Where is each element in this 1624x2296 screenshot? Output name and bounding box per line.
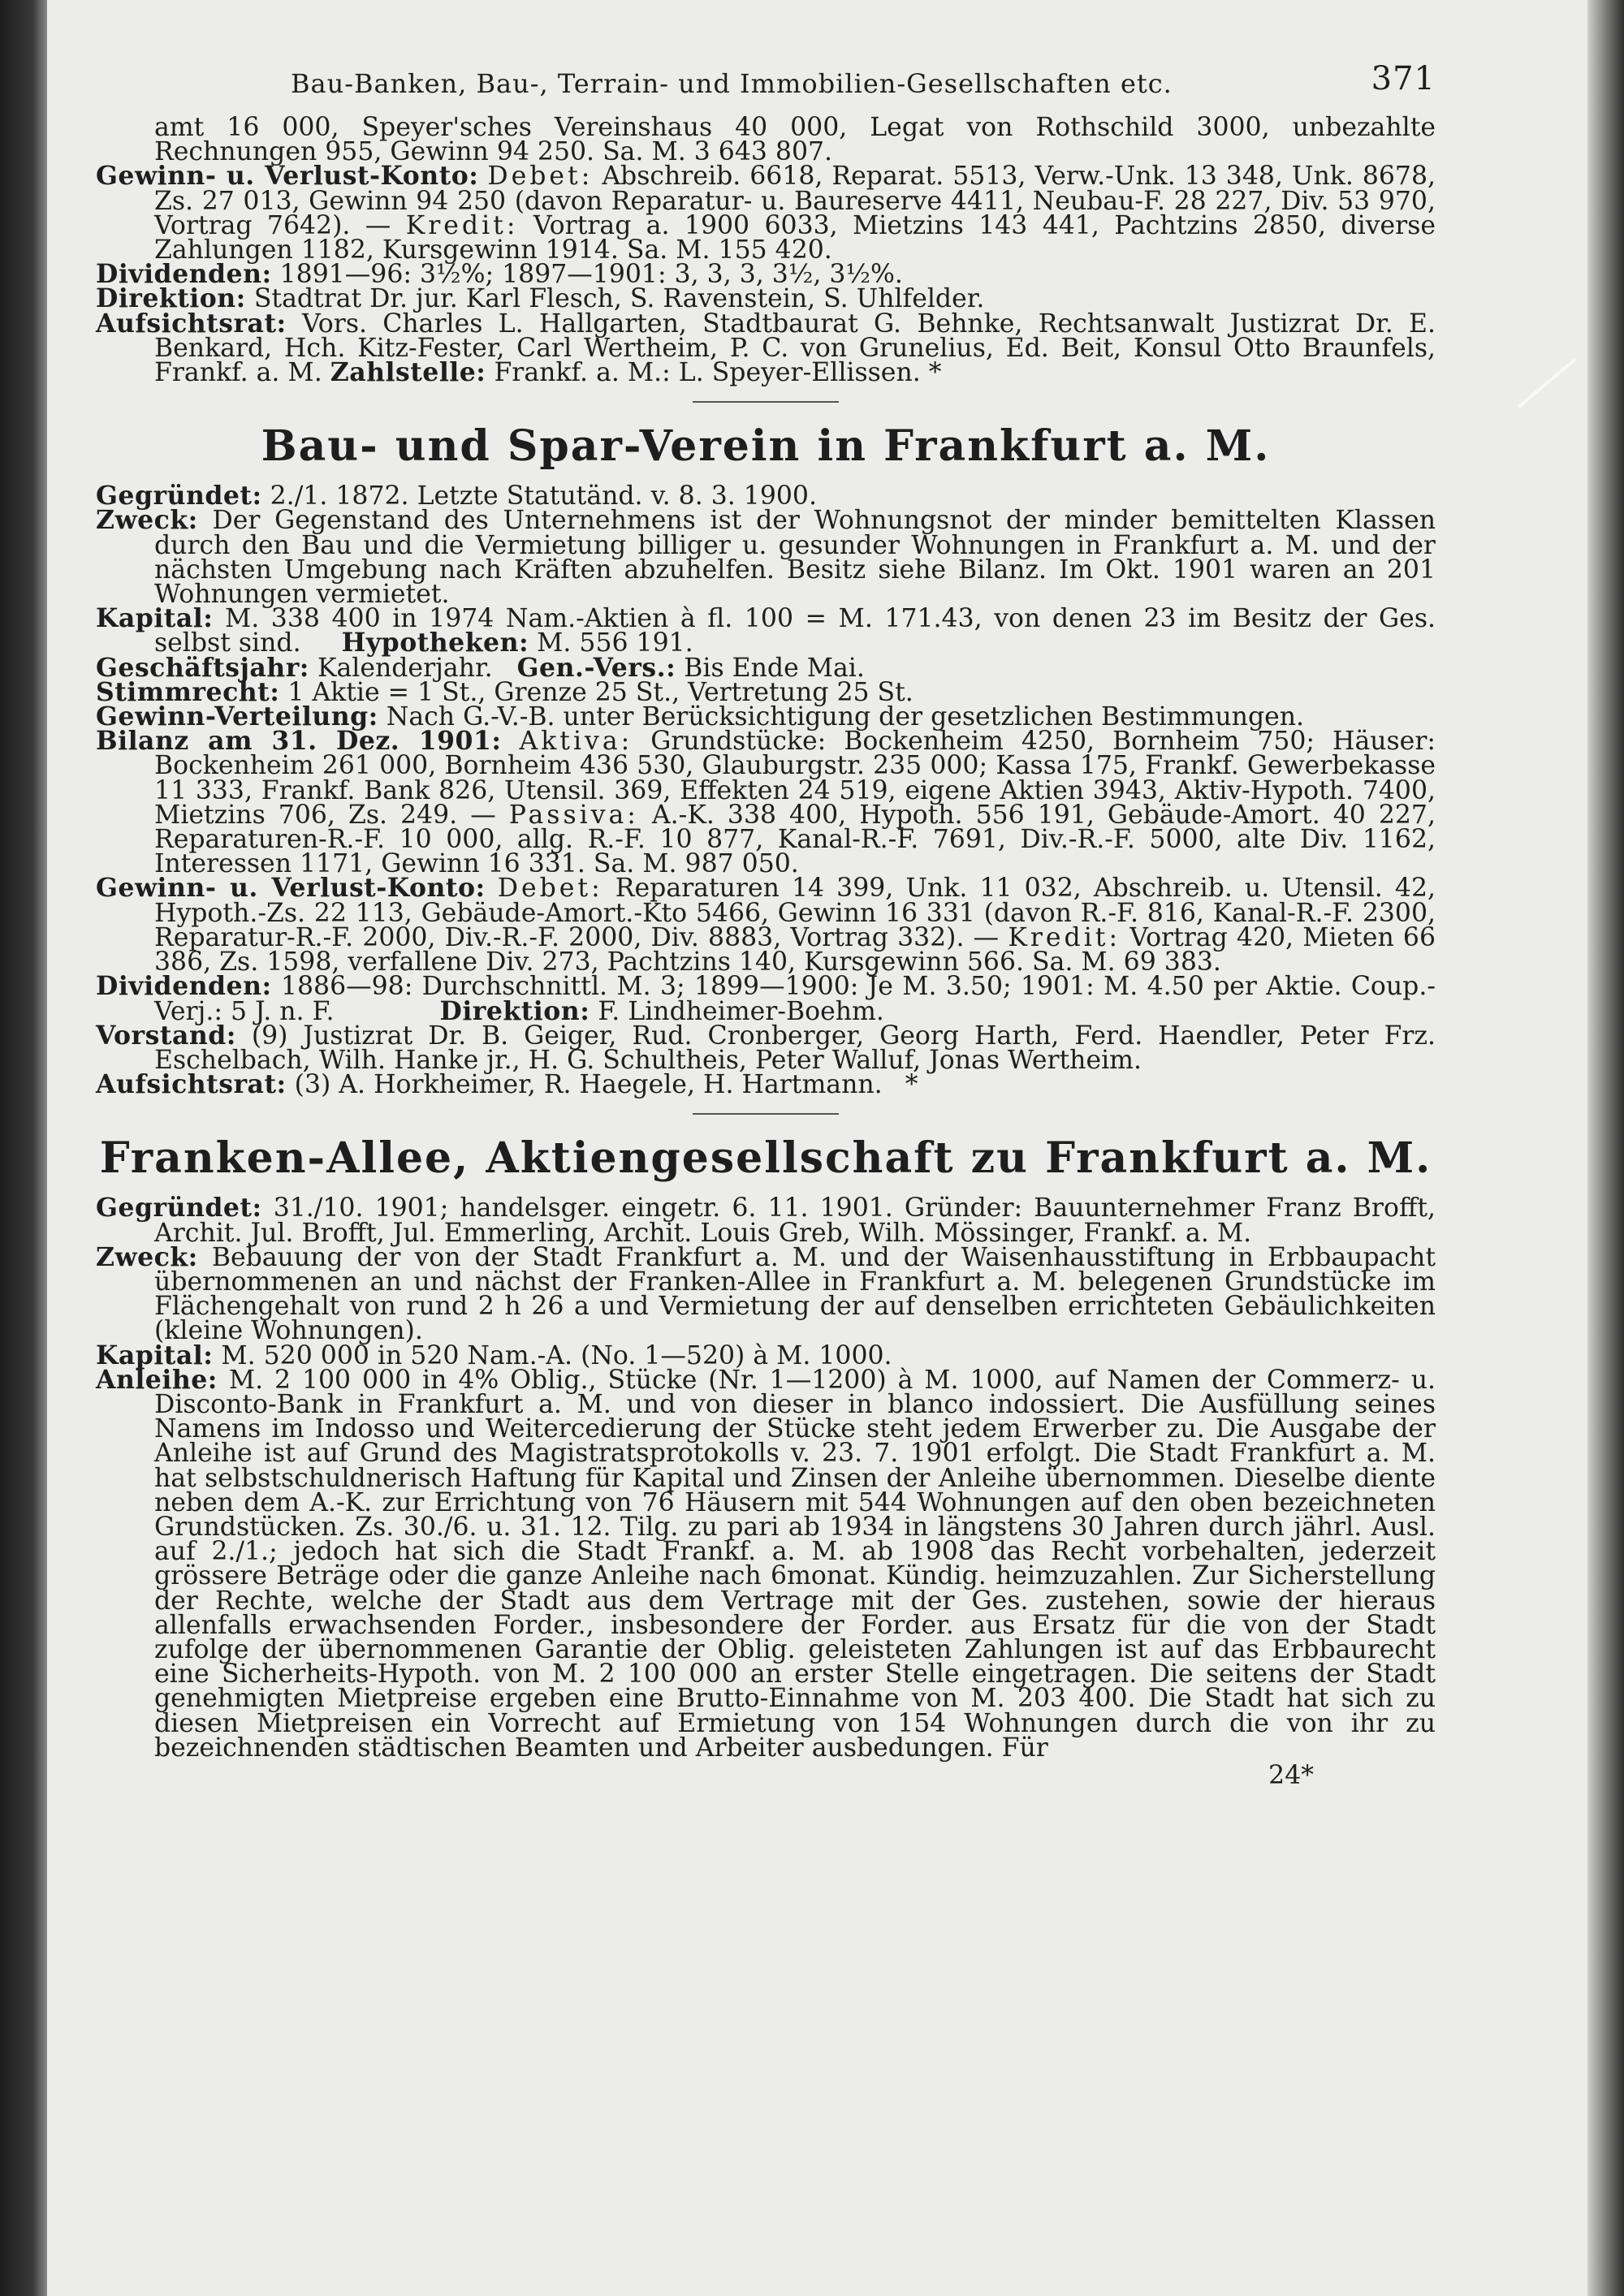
section-franken-allee: [96, 1133, 1436, 1763]
page-number: 371: [1371, 60, 1436, 97]
running-head: [96, 60, 1436, 115]
guv-entry: Gewinn- u. Verlust-Konto: Debet: Reparaturen 14 399, Unk. 11 032, Abschreib. u. Utensil. 42, Hypoth.-Zs. 22 113, Gebäude-Amort.-Kto 5466, Gewinn 16 331 (davon R.-F. 816, Kanal-R.-F. 2300, Reparatur-R.-F. 2000, Div.-R.-F. 2000, Div. 8883, Vortrag 332). — Kredit: Vortrag 420, Mieten 66 386, Zs. 1598, verfallene Div. 273, Pachtzins 140, Kursgewinn 566. Sa. M. 69 383.: [96, 873, 1436, 978]
dividenden-entry: Dividenden: 1891—96: 3½%; 1897—1901: 3, 3, 3, 3½, 3½%.: [96, 259, 903, 290]
zweck-entry: Zweck: Der Gegenstand des Unternehmens ist der Wohnungsnot der minder bemittelten Klassen durch den Bau und die Vermietung billiger u. gesunder Wohnungen in Frankfurt a. M. und der nächsten Umgebung nach Kräften abzuhelfen. Besitz siehe Bilanz. Im Okt. 1901 waren an 201 Wohnungen vermietet.: [96, 505, 1436, 610]
gegruendet-entry: Gegründet: 2./1. 1872. Letzte Statutänd. v. 8. 3. 1900.: [96, 481, 817, 511]
gegruendet-entry: Gegründet: 31./10. 1901; handelsger. eingetr. 6. 11. 1901. Gründer: Bauunternehmer Franz Brofft, Archit. Jul. Brofft, Jul. Emmerling, Archit. Louis Greb, Wilh. Mössinger, Frankf. a. M.: [96, 1193, 1436, 1248]
kapital-entry: Kapital: M. 520 000 in 520 Nam.-A. (No. 1—520) à M. 1000.: [96, 1340, 892, 1370]
aufsichtsrat-entry: Aufsichtsrat: (3) A. Horkheimer, R. Haegele, H. Hartmann. *: [96, 1069, 918, 1100]
entry-label: Direktion:: [96, 283, 246, 314]
bilanz-entry: Bilanz am 31. Dez. 1901: Aktiva: Grundstücke: Bockenheim 4250, Bornheim 750; Häuser: Bockenheim 261 000, Bornheim 436 530, Glauburgstr. 235 000; Kassa 175, Frankf. Gewerbekasse 11 333, Frankf. Bank 826, Utensil. 369, Effekten 24 519, eigene Aktien 3943, Aktiv-Hypoth. 7400, Mietzins 706, Zs. 249. — Passiva: A.-K. 338 400, Hypoth. 556 191, Gebäude-Amort. 40 227, Reparaturen-R.-F. 10 000, allg. R.-F. 10 877, Kanal-R.-F. 7691, Div.-R.-F. 5000, alte Div. 1162, Interessen 1171, Gewinn 16 331. Sa. M. 987 050.: [96, 726, 1436, 879]
section-previous-company: [96, 113, 1436, 388]
entry-label: Aufsichtsrat:: [96, 308, 287, 339]
star-mark: *: [928, 358, 942, 388]
gewinnverteilung-entry: Gewinn-Verteilung: Nach G.-V.-B. unter Berücksichtigung der gesetzlichen Bestimmungen.: [96, 701, 1305, 732]
scan-left-edge: [0, 0, 47, 2296]
entry-label: Dividenden:: [96, 259, 272, 290]
signature-mark: 24*: [1268, 1760, 1314, 1790]
section-divider: [693, 1113, 839, 1115]
vorstand-entry: Vorstand: (9) Justizrat Dr. B. Geiger, Rud. Cronberger, Georg Harth, Ferd. Haendler, Peter Frz. Eschelbach, Wilh. Hanke jr., H. G. Schultheis, Peter Walluf, Jonas Wertheim.: [96, 1020, 1436, 1075]
kapital-entry: Kapital: M. 338 400 in 1974 Nam.-Aktien à fl. 100 = M. 171.43, von denen 23 im Besitz der Ges. selbst sind. Hypotheken: M. 556 191.: [96, 603, 1436, 658]
section-bau-und-spar-verein: [96, 421, 1436, 1100]
continuation-text: amt 16 000, Speyer'sches Vereinshaus 40 000, Legat von Rothschild 3000, unbezahlte Rechnungen 955, Gewinn 94 250. Sa. M. 3 643 807.: [154, 113, 1436, 167]
direktion-entry: Direktion: Stadtrat Dr. jur. Karl Flesch, S. Ravenstein, S. Uhlfelder.: [96, 283, 985, 314]
dividenden-entry: Dividenden: 1886—98: Durchschnittl. M. 3; 1899—1900: Je M. 3.50; 1901: M. 4.50 per Aktie. Coup.-Verj.: 5 J. n. F. Direktion: F. Lindheimer-Boehm.: [96, 971, 1436, 1026]
guv-entry: Gewinn- u. Verlust-Konto: Debet: Abschreib. 6618, Reparat. 5513, Verw.-Unk. 13 348, Unk. 8678, Zs. 27 013, Gewinn 94 250 (davon Reparatur- u. Baureserve 4411, Neubau-F. 28 227, Div. 53 970, Vortrag 7642). — Kredit: Vortrag a. 1900 6033, Mietzins 143 441, Pachtzins 2850, diverse Zahlungen 1182, Kursgewinn 1914. Sa. M. 155 420.: [96, 161, 1436, 265]
zweck-entry: Zweck: Bebauung der von der Stadt Frankfurt a. M. und der Waisenhausstiftung in Erbbaupacht übernommenen an und nächst der Franken-Allee in Frankfurt a. M. belegenen Grundstücke im Flächengehalt von rund 2 h 26 a und Vermietung der auf denselben errichteten Gebäulichkeiten (kleine Wohnungen).: [96, 1241, 1436, 1346]
star-mark: *: [905, 1070, 918, 1100]
entry-label: Gewinn- u. Verlust-Konto:: [96, 161, 479, 192]
page-content: [96, 60, 1436, 1790]
company-title: Bau- und Spar-Verein in Frankfurt a. M.: [261, 421, 1271, 472]
anleihe-entry: Anleihe: M. 2 100 000 in 4% Oblig., Stücke (Nr. 1—1200) à M. 1000, auf Namen der Commerz- u. Disconto-Bank in Frankfurt a. M. und von dieser in blanco indossiert. Die Ausfüllung seines Namens im Indosso und Weitercedierung der Stücke steht jedem Erwerber zu. Die Ausgabe der Anleihe ist auf Grund des Magistratsprotokolls v. 23. 7. 1901 erfolgt. Die Stadt Frankfurt a. M. hat selbstschuldnerisch Haftung für Kapital und Zinsen der Anleihe übernommen. Dieselbe diente neben dem A.-K. zur Errichtung von 76 Häusern mit 544 Wohnungen auf den oben bezeichneten Grundstücken. Zs. 30./6. u. 31. 12. Tilg. zu pari ab 1934 in längstens 30 Jahren durch jährl. Ausl. auf 2./1.; jedoch hat sich die Stadt Frankf. a. M. ab 1908 das Recht vorbehalten, jederzeit grössere Beträge oder die ganze Anleihe nach 6monat. Kündig. heimzuzahlen. Zur Sicherstellung der Rechte, welche der Stadt aus dem Vertrage mit der Ges. zustehen, sowie der hieraus allenfalls erwachsenden Forder., insbesondere der Forder. aus Ersatz für die von der Stadt zufolge der übernommenen Garantie der Oblig. geleisteten Zahlungen ist auf das Erbbaurecht eine Sicherheits-Hypoth. von M. 2 100 000 an erster Stelle eingetragen. Die seitens der Stadt genehmigten Mietpreise ergeben eine Brutto-Einnahme von M. 203 400. Die Stadt hat sich zu diesen Mietpreisen ein Vorrecht auf Ermietung von 154 Wohnungen durch die von ihr zu bezeichnenden städtischen Beamten und Arbeiter ausbedungen. Für: [96, 1364, 1436, 1763]
stimmrecht-entry: Stimmrecht: 1 Aktie = 1 St., Grenze 25 St., Vertretung 25 St.: [96, 676, 914, 707]
company-title: Franken-Allee, Aktiengesellschaft zu Frankfurt a. M.: [99, 1133, 1432, 1184]
section-divider: [693, 401, 839, 403]
running-title: Bau-Banken, Bau-, Terrain- und Immobilien-Gesellschaften etc.: [291, 68, 1173, 99]
scan-right-edge: [1587, 0, 1624, 2296]
geschaeftsjahr-entry: Geschäftsjahr: Kalenderjahr. Gen.-Vers.: Bis Ende Mai.: [96, 652, 865, 683]
aufsichtsrat-entry: Aufsichtsrat: Vors. Charles L. Hallgarten, Stadtbaurat G. Behnke, Rechtsanwalt Justizrat Dr. E. Benkard, Hch. Kitz-Fester, Carl Wertheim, P. C. von Grunelius, Ed. Beit, Konsul Otto Braunfels, Frankf. a. M. Zahlstelle: Frankf. a. M.: L. Speyer-Ellissen. *: [96, 308, 1436, 388]
